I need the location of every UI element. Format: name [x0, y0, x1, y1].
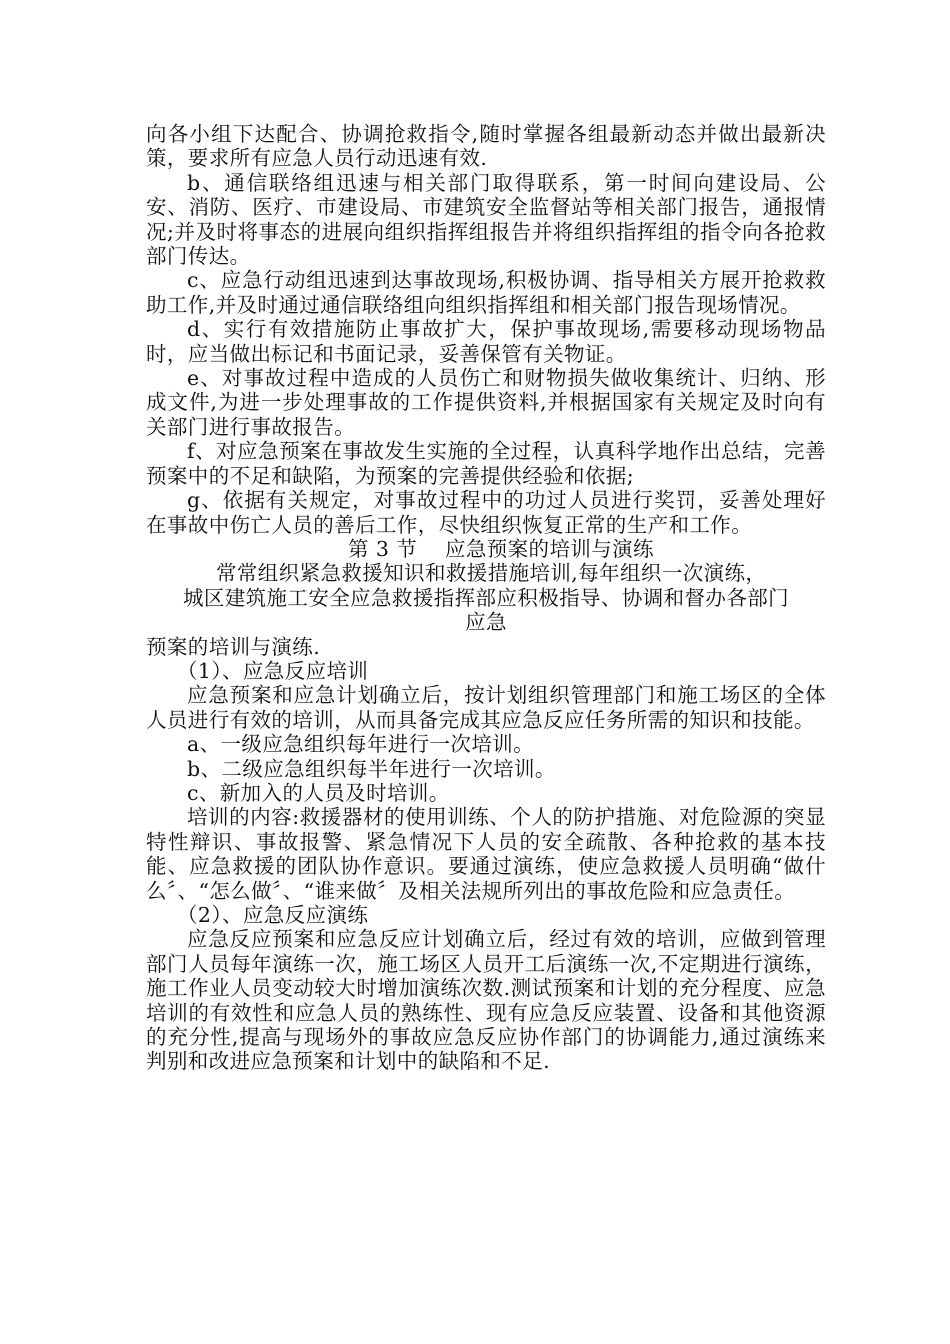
training-item-a: a、一级应急组织每年进行一次培训。	[187, 732, 535, 757]
training-content: 培训的内容:救援器材的使用训练、个人的防护措施、对危险源的突显特性辩识、事故报警、紧急情况下人员的安全疏散、各种抢救的基本技能、应急救援的团队协作意识。要通过演练，使应急救援人员明确“做什么〞、“怎么做〞、“谁来做〞及相关法规所列出的事故危险和应急责任。	[146, 805, 826, 903]
section-intro-line-2: 城区建筑施工安全应急救援指挥部应积极指导、协调和督办各部门	[182, 585, 790, 610]
section-heading: 第 3 节 应急预案的培训与演练	[348, 536, 654, 561]
drill-subheading: （2）、应急反应演练	[177, 903, 369, 927]
training-intro: 应急预案和应急计划确立后，按计划组织管理部门和施工场区的全体人员进行有效的培训，从而具备完成其应急反应任务所需的知识和技能。	[146, 683, 826, 732]
paragraph-item-g: g、依据有关规定，对事故过程中的功过人员进行奖罚，妥善处理好在事故中伤亡人员的善后工作，尽快组织恢复正常的生产和工作。	[146, 488, 826, 537]
section-intro-line-1: 常常组织紧急救援知识和救援措施培训,每年组织一次演练，	[216, 561, 767, 586]
training-item-b: b、二级应急组织每半年进行一次培训。	[187, 756, 556, 781]
paragraph-item-e: e、对事故过程中造成的人员伤亡和财物损失做收集统计、归纳、形成文件,为进一步处理事故的工作提供资料,并根据国家有关规定及时向有关部门进行事故报告。	[146, 366, 826, 439]
section-intro-continuation: 预案的培训与演练.	[146, 634, 321, 659]
paragraph-item-b: b、通信联络组迅速与相关部门取得联系，第一时间向建设局、公安、消防、医疗、市建设局、市建筑安全监督站等相关部门报告，通报情况;并及时将事态的进展向组织指挥组报告并将组织指挥组的指令向各抢救部门传达。	[146, 170, 826, 269]
drill-body: 应急反应预案和应急反应计划确立后，经过有效的培训，应做到管理部门人员每年演练一次，施工场区人员开工后演练一次,不定期进行演练，施工作业人员变动较大时增加演练次数.测试预案和计划的充分程度、应急培训的有效性和应急人员的熟练性、现有应急反应装置、设备和其他资源的充分性,提高与现场外的事故应急反应协作部门的协调能力,通过演练来判别和改进应急预案和计划中的缺陷和不足.	[146, 927, 826, 1074]
document-page	[146, 122, 826, 1074]
paragraph-item-f: f、对应急预案在事故发生实施的全过程，认真科学地作出总结，完善预案中的不足和缺陷，为预案的完善提供经验和依据;	[146, 439, 826, 488]
paragraph-item-c: c、应急行动组迅速到达事故现场,积极协调、指导相关方展开抢救救助工作,并及时通过通信联络组向组织指挥组和相关部门报告现场情况。	[146, 268, 826, 317]
paragraph-command-directive: 向各小组下达配合、协调抢救指令,随时掌握各组最新动态并做出最新决策，要求所有应急人员行动迅速有效.	[146, 122, 826, 171]
section-intro-line-3: 应急	[465, 610, 507, 635]
section-intro-centered	[146, 561, 826, 634]
paragraph-item-d: d、实行有效措施防止事故扩大，保护事故现场,需要移动现场物品时，应当做出标记和书面记录，妥善保管有关物证。	[146, 317, 826, 366]
training-item-c: c、新加入的人员及时培训。	[187, 780, 450, 805]
training-subheading: （1）、应急反应培训	[177, 658, 369, 683]
